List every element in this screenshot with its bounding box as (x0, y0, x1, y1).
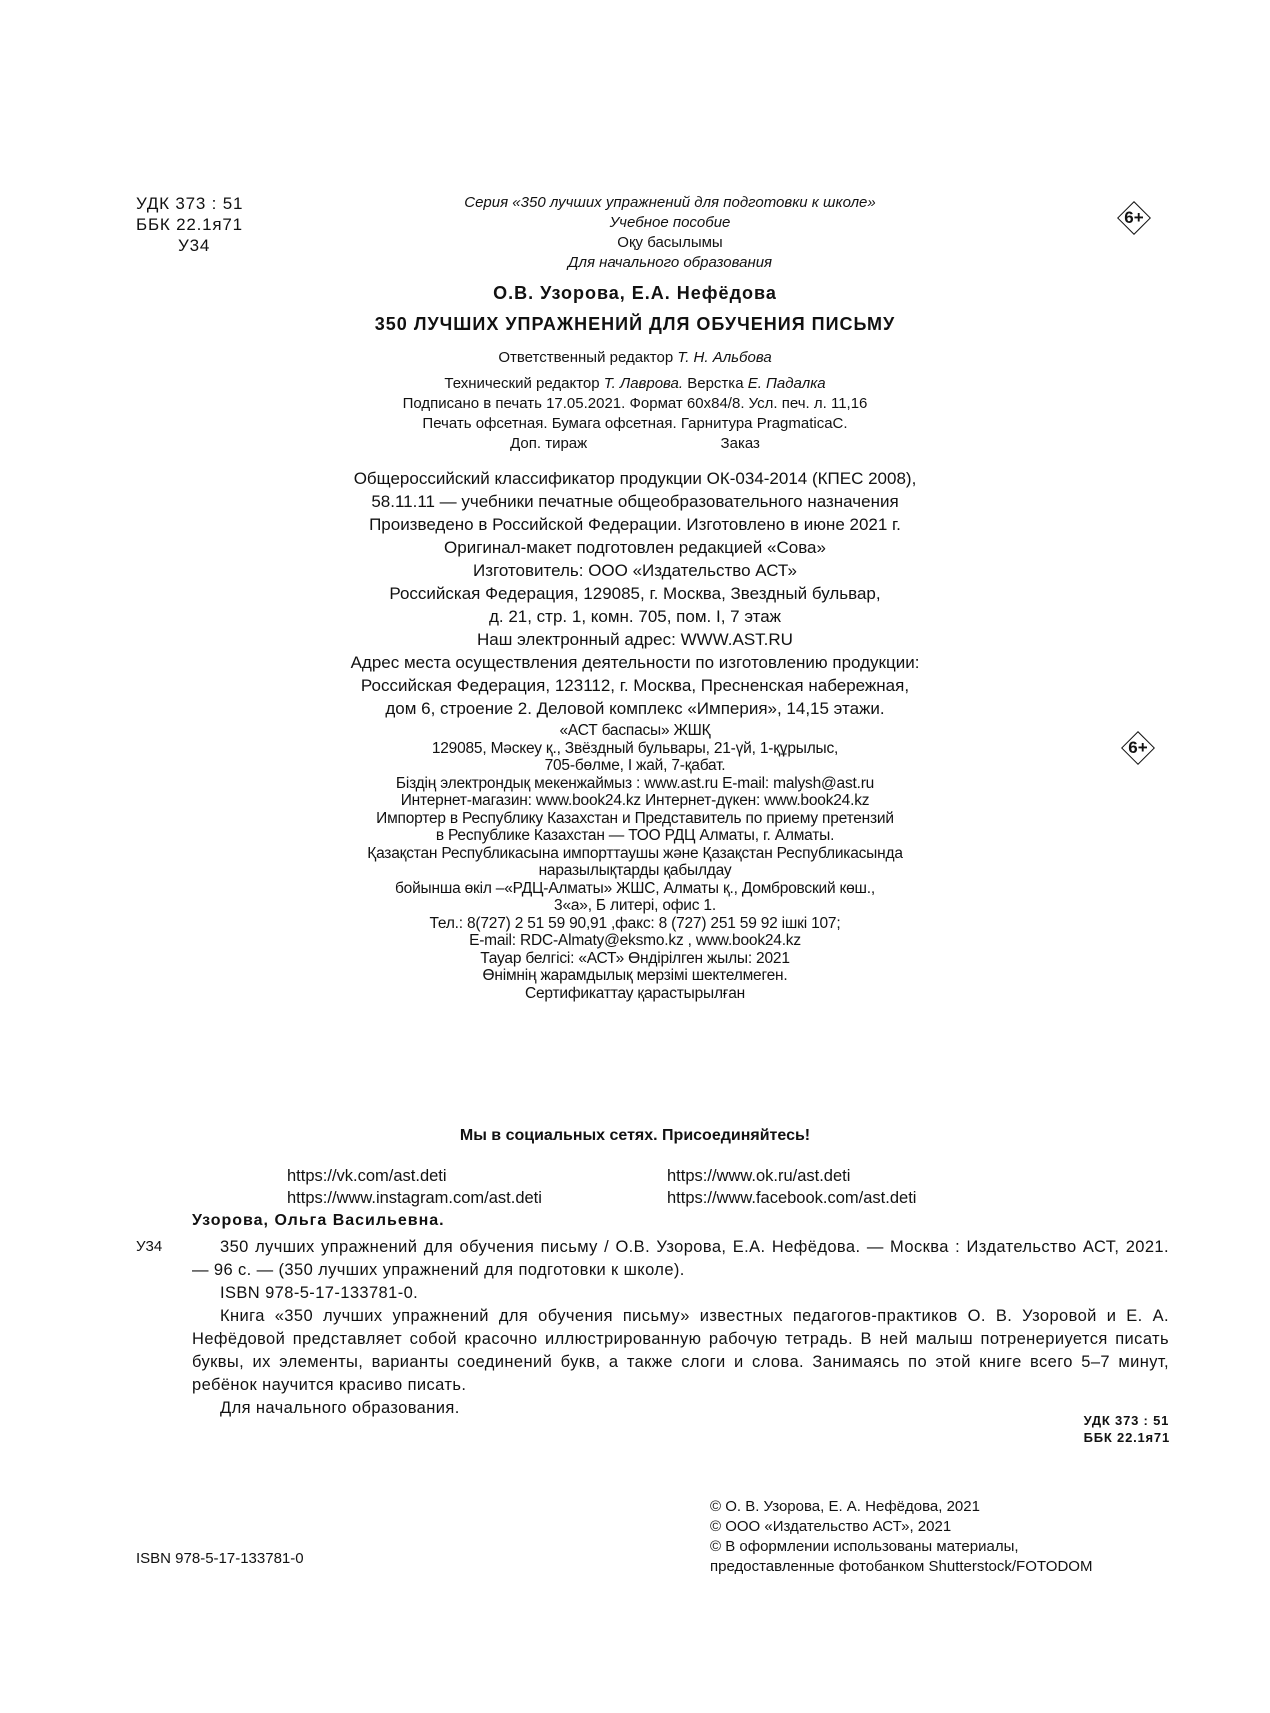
tech-editor: Технический редактор Т. Лаврова. Верстка Е. Падалка (444, 375, 826, 392)
instagram-link[interactable]: https://www.instagram.com/ast.deti (287, 1189, 542, 1207)
card-classification (1084, 1412, 1170, 1446)
copyright-line: предоставленные фотобанком Shutterstock/FOTODOM (710, 1558, 1093, 1575)
edition-type: Учебное пособие (609, 214, 731, 231)
kz-line: Қазақстан Республикасына импорттаушы және Қазақстан Республикасында (367, 844, 903, 862)
production-line: Адрес места осуществления деятельности по изготовлению продукции: (350, 653, 920, 672)
kz-line: Тел.: 8(727) 2 51 59 90,91 ,факс: 8 (727) 251 59 92 ішкі 107; (429, 914, 841, 932)
social-title: Мы в социальных сетях. Присоединяйтесь! (459, 1127, 811, 1144)
production-line: Оригинал-макет подготовлен редакцией «Сова» (444, 538, 826, 557)
bbk-code: ББК 22.1я71 (136, 215, 243, 234)
card-udk: УДК 373 : 51 (1083, 1413, 1170, 1428)
production-line: 58.11.11 — учебники печатные общеобразовательного назначения (371, 492, 899, 511)
card-annotation: Книга «350 лучших упражнений для обучения письму» известных педагогов-практиков О. В. Узоровой и Е. А. Нефёдовой представляет собой красочно иллюстрированную рабочую тетрадь. В ней малыш потренериуется писать буквы, их элементы, варианты соединений букв, а также слоги и слова. Занимаясь по этой книге всего 5–7 минут, ребёнок научится красиво писать. (192, 1307, 1169, 1394)
signed-line: Подписано в печать 17.05.2021. Формат 60x84/8. Усл. печ. л. 11,16 (402, 395, 868, 412)
extra-run-line: Доп. тираж Заказ (510, 435, 760, 452)
social-links-right (667, 1165, 916, 1209)
classification-block (136, 193, 243, 256)
production-line: д. 21, стр. 1, комн. 705, пом. I, 7 этаж (488, 607, 782, 626)
production-line: Российская Федерация, 123112, г. Москва, Пресненская набережная, (360, 676, 910, 695)
card-author: Узорова, Ольга Васильевна. (192, 1212, 445, 1229)
series-line: Серия «350 лучших упражнений для подготовки к школе» (464, 194, 876, 211)
book-title: 350 ЛУЧШИХ УПРАЖНЕНИЙ ДЛЯ ОБУЧЕНИЯ ПИСЬМУ (374, 314, 896, 334)
card-audience: Для начального образования. (220, 1399, 460, 1417)
edition-type-kz: Оқу басылымы (617, 234, 723, 251)
series-block (380, 193, 960, 273)
copyright-line: © О. В. Узорова, Е. А. Нефёдова, 2021 (710, 1498, 980, 1515)
catalog-card-body (192, 1236, 1169, 1420)
kz-line: Интернет-магазин: www.book24.kz Интернет-дүкен: www.book24.kz (400, 792, 870, 809)
kazakhstan-block (240, 722, 1030, 1002)
ok-link[interactable]: https://www.ok.ru/ast.deti (667, 1167, 851, 1185)
kz-line: E-mail: RDC-Almaty@eksmo.kz , www.book24.kz (469, 932, 801, 949)
production-line: Изготовитель: ООО «Издательство АСТ» (472, 561, 798, 580)
age-rating-badge-kz: 6+ (1121, 731, 1155, 765)
card-bbk: ББК 22.1я71 (1083, 1430, 1170, 1445)
copyright-block (710, 1497, 1092, 1577)
kz-line: Тауар белгісі: «АСТ» Өндірілген жылы: 2021 (480, 949, 790, 967)
production-line: Общероссийский классификатор продукции ОК-034-2014 (КПЕС 2008), (353, 469, 917, 488)
kz-line: Сертификаттау қарастырылған (524, 984, 746, 1002)
production-line: Наш электронный адрес: WWW.AST.RU (477, 630, 793, 649)
production-line: Произведено в Российской Федерации. Изготовлено в июне 2021 г. (369, 515, 901, 534)
responsible-editor: Ответственный редактор Т. Н. Альбова (498, 349, 772, 366)
copyright-line: © ООО «Издательство АСТ», 2021 (710, 1518, 952, 1535)
kz-line: Өнімнің жарамдылық мерзімі шектелмеген. (482, 967, 788, 984)
facebook-link[interactable]: https://www.facebook.com/ast.deti (667, 1189, 917, 1207)
production-line: Российская Федерация, 129085, г. Москва, Звездный бульвар, (389, 584, 881, 603)
kz-line: наразылықтарды қабылдау (538, 862, 732, 879)
card-code: У34 (136, 1238, 163, 1255)
production-line: дом 6, строение 2. Деловой комплекс «Империя», 14,15 этажи. (385, 699, 885, 718)
authors: О.В. Узорова, Е.А. Нефёдова (493, 283, 777, 303)
kz-line: 705-бөлме, I жай, 7-қабат. (544, 757, 726, 774)
audience-note: Для начального образования (567, 254, 773, 271)
kz-line: 3«а», Б литері, офис 1. (554, 897, 716, 914)
kz-line: в Республике Казахстан — ТОО РДЦ Алматы, г. Алматы. (435, 827, 835, 844)
social-links-left (287, 1165, 542, 1209)
copyright-line: © В оформлении использованы материалы, (710, 1538, 1019, 1555)
kz-line: Біздің электрондық мекенжаймыз : www.ast.ru E-mail: malysh@ast.ru (395, 774, 875, 792)
kz-line: бойынша өкіл –«РДЦ-Алматы» ЖШС, Алматы қ., Домбровский көш., (394, 879, 875, 897)
vk-link[interactable]: https://vk.com/ast.deti (287, 1167, 447, 1185)
card-isbn: ISBN 978-5-17-133781-0. (220, 1284, 419, 1302)
author-mark: У34 (178, 236, 211, 255)
udk-code: УДК 373 : 51 (136, 194, 244, 213)
age-rating-badge: 6+ (1117, 201, 1151, 235)
kz-line: «АСТ баспасы» ЖШҚ (559, 722, 711, 739)
credits-block (290, 348, 980, 454)
isbn-bottom: ISBN 978-5-17-133781-0 (136, 1550, 304, 1567)
print-line: Печать офсетная. Бумага офсетная. Гарнитура PragmaticaC. (422, 415, 848, 432)
card-bibliographic: 350 лучших упражнений для обучения письму / О.В. Узорова, Е.А. Нефёдова. — Москва : Издательство АСТ, 2021. — 96 с. — (350 лучших упражнений для подготовки к школе). (192, 1238, 1169, 1279)
kz-line: 129085, Мәскеу қ., Звёздный бульвары, 21-үй, 1-құрылыс, (431, 739, 839, 757)
kz-line: Импортер в Республику Казахстан и Представитель по приему претензий (376, 809, 894, 827)
production-block (240, 467, 1030, 720)
